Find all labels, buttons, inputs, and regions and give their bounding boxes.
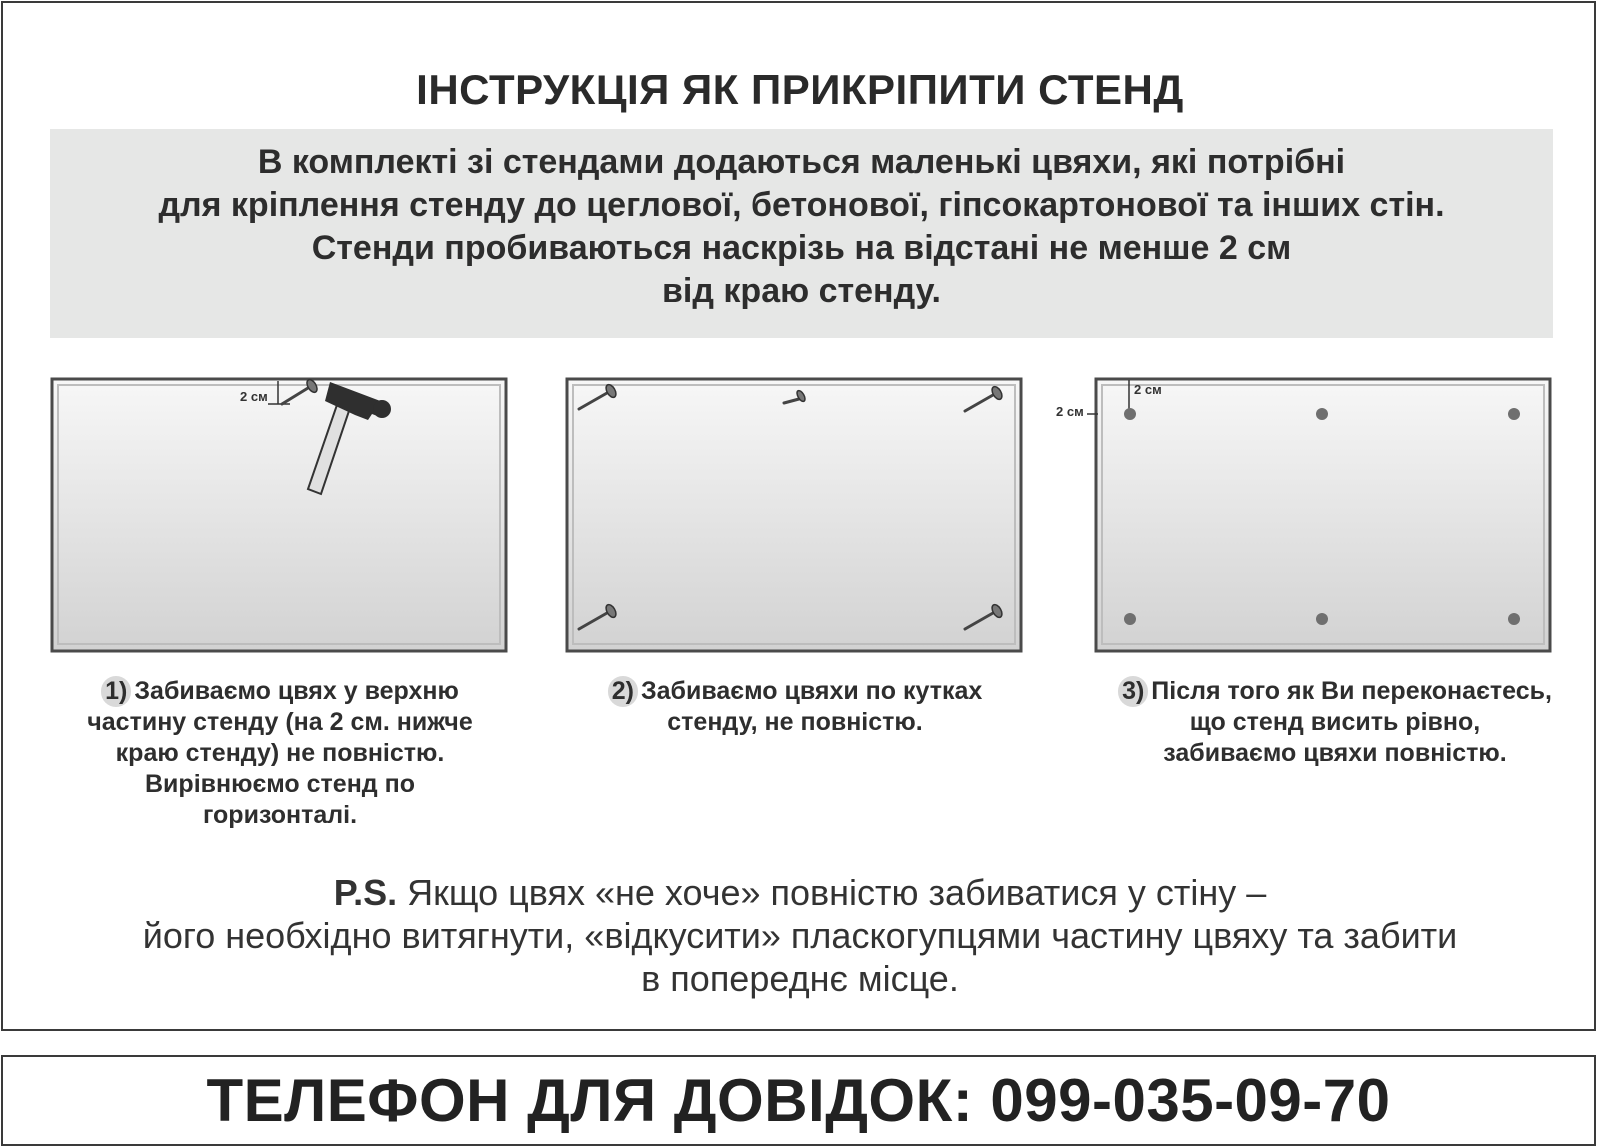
step-line: що стенд висить рівно, [1189,708,1481,736]
measure-label: 2 см [1134,382,1162,397]
measure-label: 2 см [1056,404,1084,419]
measure-mark-side [1054,400,1098,424]
step-line: горизонталі. [202,801,358,829]
page-title: ІНСТРУКЦІЯ ЯК ПРИКРІПИТИ СТЕНД [416,66,1184,113]
step-line: Після того як Ви переконаєтесь, [1151,677,1552,705]
ps-text: Якщо цвях «не хоче» повністю забиватися у стіну – [407,872,1267,913]
ps-line-2: його необхідно витягнути, «відкусити» пласкогупцями частину цвяху та забити [142,915,1458,956]
step-line: стенду, не повністю. [667,708,923,736]
stand-diagram-3 [1094,377,1552,655]
intro-line-1: В комплекті зі стендами додаються маленькі цвяхи, які потрібні [257,143,1346,181]
step-3-diagram [1094,377,1552,655]
nail-head-dot [1124,613,1136,625]
intro-line-3: Стенди пробиваються наскрізь на відстані не менше 2 см [311,229,1292,267]
step-line: частину стенду (на 2 см. нижче [87,708,473,736]
nail-head-dot [1124,408,1136,420]
nail-head-dot [1508,613,1520,625]
nail-head-dot [1316,613,1328,625]
step-line: забиваємо цвяхи повністю. [1163,739,1507,767]
nail-head-dot [1316,408,1328,420]
stand-board [567,379,1021,651]
step-number: 1) [101,676,131,707]
step-line: краю стенду) не повністю. [115,739,445,767]
phone-text: ТЕЛЕФОН ДЛЯ ДОВІДОК: 099-035-09-70 [206,1067,1391,1134]
step-1-caption [40,676,520,831]
intro-box [50,129,1553,338]
phone-banner [1,1055,1596,1146]
stand-diagram-1 [50,377,508,655]
step-2-caption [555,676,1035,738]
step-2-diagram [565,377,1023,655]
step-number: 2) [608,676,638,707]
stand-board [52,379,506,651]
intro-line-4: від краю стенду. [662,272,941,310]
ps-label: P.S. [333,872,398,913]
measure-label: 2 см [240,389,268,404]
stand-diagram-2 [565,377,1023,655]
step-line: Забиваємо цвяхи по кутках [640,677,983,705]
step-line: Забиваємо цвях у верхню [134,677,459,705]
step-line: Вирівнюємо стенд по [145,770,415,798]
ps-line-3: в попереднє місце. [641,958,959,999]
step-1-diagram [50,377,508,655]
intro-line-2: для кріплення стенду до цеглової, бетонової, гіпсокартонової та інших стін. [158,186,1445,224]
ps-line-1 [0,872,1600,914]
step-3-caption [1075,676,1595,769]
step-number: 3) [1118,676,1148,707]
nail-head-dot [1508,408,1520,420]
